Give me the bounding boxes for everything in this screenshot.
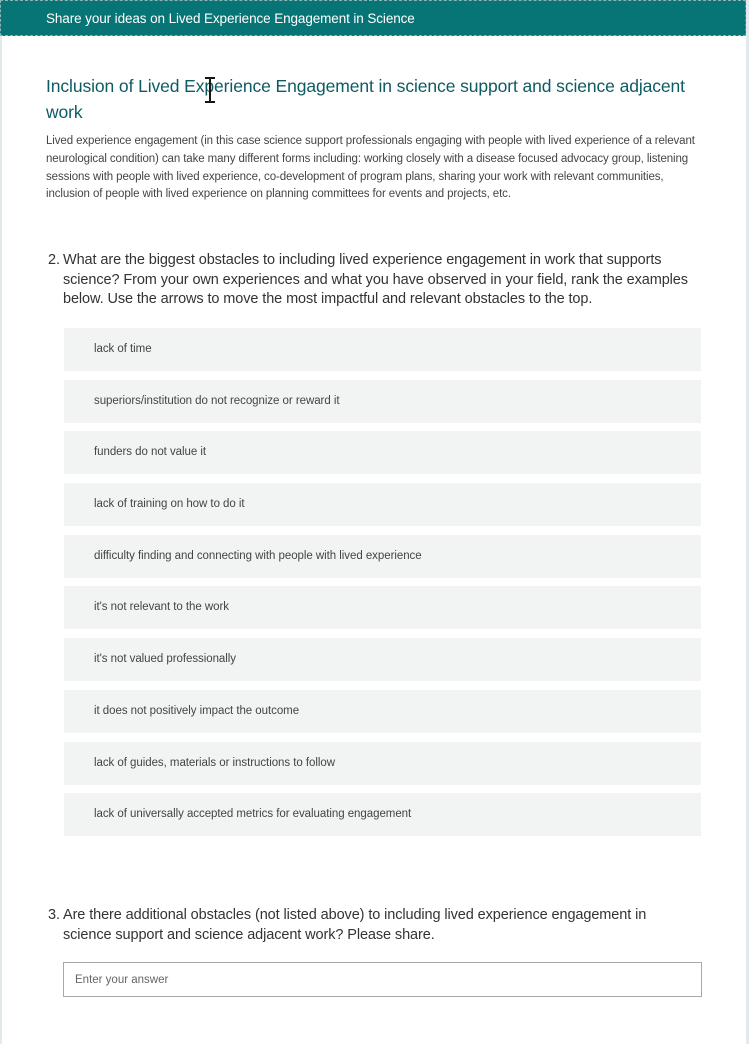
form-header-title: Share your ideas on Lived Experience Engagement in Science [46, 11, 415, 26]
ranking-item[interactable] [64, 586, 701, 629]
ranking-item-label: funders do not value it [94, 446, 207, 459]
ranking-item[interactable] [64, 431, 701, 474]
ranking-item[interactable] [64, 638, 701, 681]
text-cursor-icon [203, 77, 217, 103]
ranking-item[interactable] [64, 742, 701, 785]
ranking-item-label: difficulty finding and connecting with people with lived experience [94, 549, 422, 562]
ranking-list [64, 328, 701, 845]
ranking-item[interactable] [64, 328, 701, 371]
question-number: 2. [48, 252, 60, 268]
section-description: Lived experience engagement (in this case science support professionals engaging with people with lived experience of a relevant neurological condition) can take many different forms including: working closely with a disease focused advocacy group, listening sessions with people with lived experience, co-development of program plans, sharing your work with relevant communities, inclusion of people with lived experience on planning committees for events and projects, etc. [46, 135, 695, 201]
ranking-item-label: it does not positively impact the outcome [94, 704, 300, 717]
form-header [0, 0, 746, 36]
ranking-item-label: it's not relevant to the work [94, 601, 229, 614]
question-text: What are the biggest obstacles to including lived experience engagement in work that supports science? From your own experiences and what you have observed in your field, rank the examples below. Use the arrows to move the most impactful and relevant obstacles to the top. [63, 252, 688, 307]
ranking-item[interactable] [64, 793, 701, 836]
ranking-item[interactable] [64, 483, 701, 526]
ranking-item-label: lack of universally accepted metrics for evaluating engagement [94, 808, 412, 821]
ranking-item-label: superiors/institution do not recognize or reward it [94, 394, 340, 407]
ranking-item[interactable] [64, 690, 701, 733]
ranking-item-label: lack of guides, materials or instructions to follow [94, 756, 335, 769]
section-title: Inclusion of Lived Experience Engagement in science support and science adjacent work [46, 76, 685, 122]
ranking-item-label: lack of time [94, 343, 152, 355]
question-3 [48, 906, 698, 945]
ranking-item[interactable] [64, 380, 701, 423]
question-number: 3. [48, 907, 60, 923]
question-2 [48, 251, 698, 310]
ranking-item-label: lack of training on how to do it [94, 498, 245, 511]
ranking-item-label: it's not valued professionally [94, 653, 236, 666]
answer-input[interactable] [63, 962, 702, 997]
ranking-item[interactable] [64, 535, 701, 578]
question-text: Are there additional obstacles (not listed above) to including lived experience engagement in science support and science adjacent work? Please share. [63, 907, 647, 943]
